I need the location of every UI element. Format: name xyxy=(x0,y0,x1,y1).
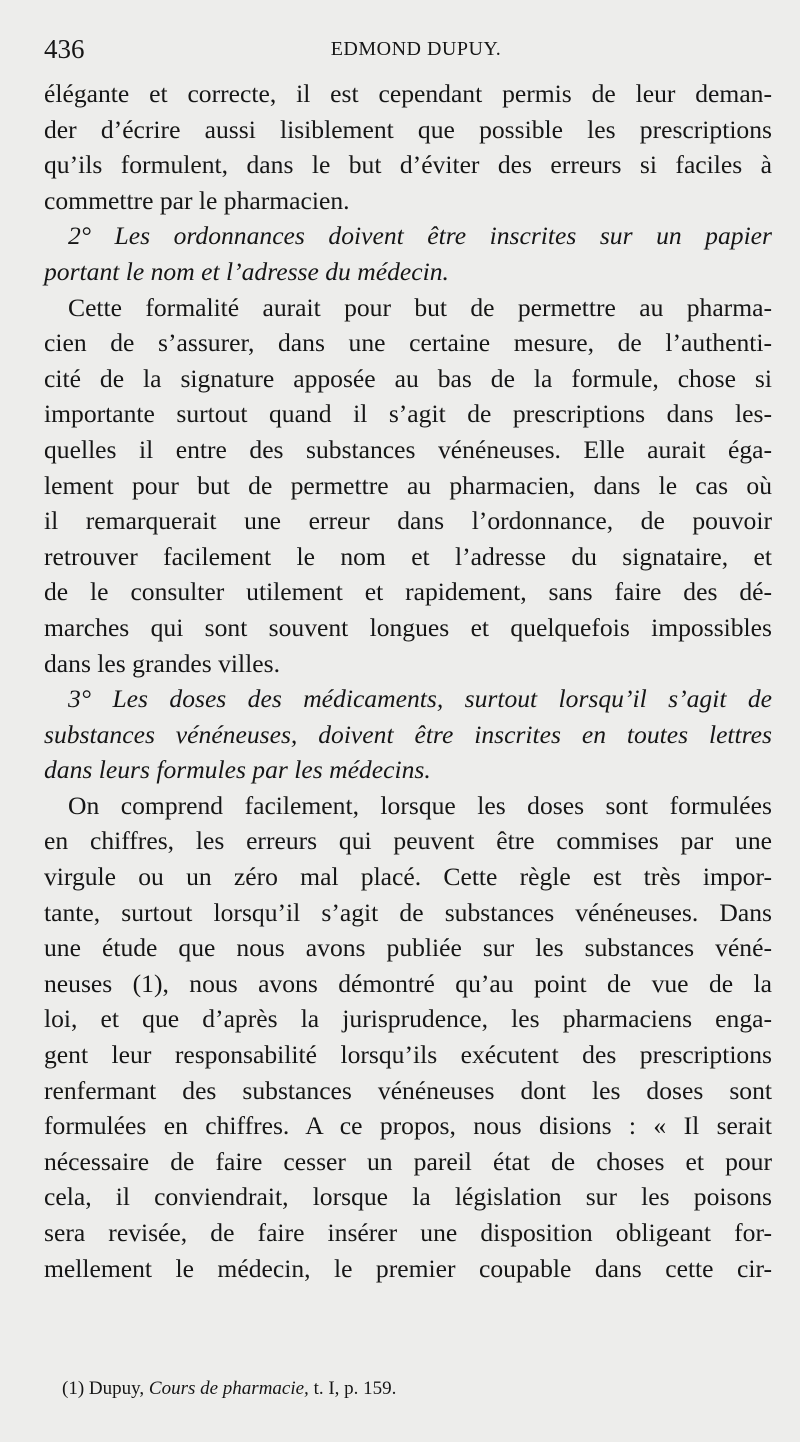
text-line: sera revisée, de faire insérer une disposition obligeant for- xyxy=(44,1218,772,1247)
text-line: cité de la signature apposée au bas de la formule, chose si xyxy=(44,363,772,393)
text-line: de le consulter utilement et rapidement, sans faire des dé- xyxy=(44,577,772,607)
text-line: 3° Les doses des médicaments, surtout lorsqu’il s’agit de xyxy=(68,684,772,714)
text-line: loi, et que d’après la jurisprudence, les pharmaciens enga- xyxy=(44,1004,772,1034)
text-line: une étude que nous avons publiée sur les substances véné- xyxy=(44,933,772,963)
text-line: il remarquerait une erreur dans l’ordonnance, de pouvoir xyxy=(44,506,772,536)
text-line: renfermant des substances vénéneuses dont les doses sont xyxy=(44,1075,772,1105)
page-number: 436 xyxy=(44,34,85,64)
text-line: qu’ils formulent, dans le but d’éviter des erreurs si faciles à xyxy=(44,150,772,180)
text-line: quelles il entre des substances vénéneuses. Elle aurait éga- xyxy=(44,434,772,464)
text-line: portant le nom et l’adresse du médecin. xyxy=(44,256,449,286)
text-line: substances vénéneuses, doivent être inscrites en toutes lettres xyxy=(44,719,772,749)
text-line: dans les grandes villes. xyxy=(44,648,280,678)
text-line: cela, il conviendrait, lorsque la législation sur les poisons xyxy=(44,1182,772,1212)
text-line: marches qui sont souvent longues et quelquefois impossibles xyxy=(44,612,772,642)
text-line: dans leurs formules par les médecins. xyxy=(44,755,431,785)
text-line: importante surtout quand il s’agit de prescriptions dans les- xyxy=(44,399,772,429)
text-line: cien de s’assurer, dans une certaine mesure, de l’authenti- xyxy=(44,328,772,358)
text-line: der d’écrire aussi lisiblement que possible les prescriptions xyxy=(44,114,772,144)
text-line: lement pour but de permettre au pharmacien, dans le cas où xyxy=(44,470,772,500)
footnote-marker: (1) Dupuy, xyxy=(62,1378,145,1399)
footnote-title: Cours de pharmacie, xyxy=(148,1378,309,1399)
text-line: virgule ou un zéro mal placé. Cette règle est très impor- xyxy=(44,862,772,892)
text-line: en chiffres, les erreurs qui peuvent être commises par une xyxy=(44,826,772,856)
text-line: 2° Les ordonnances doivent être inscrites sur un papier xyxy=(68,221,772,251)
text-line: On comprend facilement, lorsque les doses sont formulées xyxy=(68,790,772,820)
text-line: mellement le médecin, le premier coupable dans cette cir- xyxy=(44,1253,772,1283)
running-head: EDMOND DUPUY. xyxy=(330,38,502,60)
footnote-reference: t. I, p. 159. xyxy=(313,1378,397,1399)
text-line: tante, surtout lorsqu’il s’agit de substances vénéneuses. Dans xyxy=(44,897,772,927)
body-text xyxy=(44,76,772,1286)
page-header xyxy=(44,28,770,68)
text-line: formulées en chiffres. A ce propos, nous disions : « Il serait xyxy=(44,1111,772,1141)
text-line: neuses (1), nous avons démontré qu’au point de vue de la xyxy=(44,968,772,998)
text-line: gent leur responsabilité lorsqu’ils exécutent des prescriptions xyxy=(44,1040,772,1070)
text-line: commettre par le pharmacien. xyxy=(44,185,350,215)
footnote xyxy=(62,1378,762,1400)
text-line: Cette formalité aurait pour but de permettre au pharma- xyxy=(68,292,772,322)
text-line: nécessaire de faire cesser un pareil état de choses et pour xyxy=(44,1146,772,1176)
text-line: élégante et correcte, il est cependant permis de leur deman- xyxy=(44,79,772,108)
text-line: retrouver facilement le nom et l’adresse du signataire, et xyxy=(44,541,772,571)
